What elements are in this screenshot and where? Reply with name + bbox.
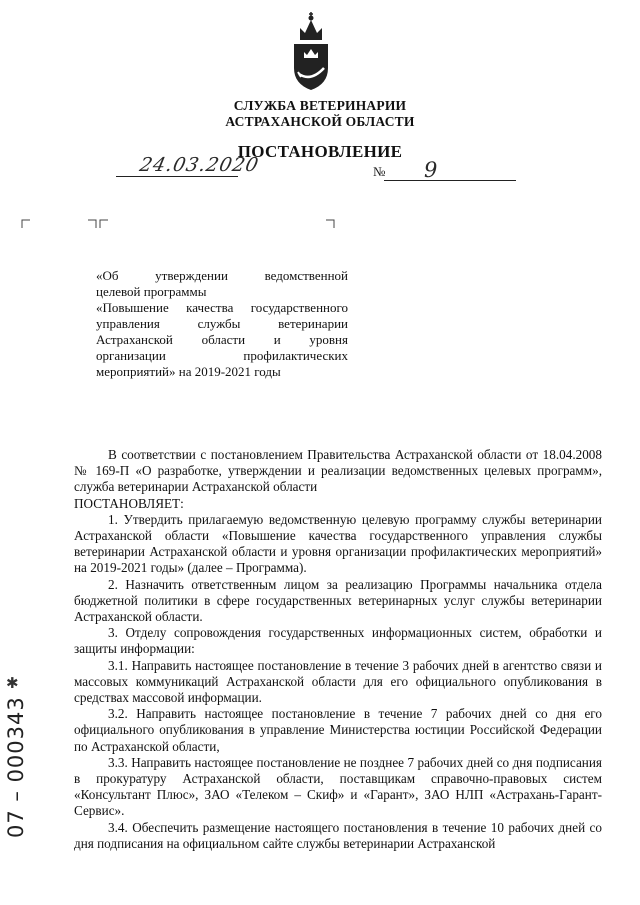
- organization-name-line2: АСТРАХАНСКОЙ ОБЛАСТИ: [225, 114, 415, 129]
- document-title-block: [96, 268, 348, 380]
- document-body: [74, 447, 602, 852]
- item-2: 2. Назначить ответственным лицом за реализацию Программы начальника отдела бюджетной политики в сфере государственных ветеринарных услуг службы ветеринарии Астраханской области.: [74, 576, 602, 625]
- organization-name-line1: СЛУЖБА ВЕТЕРИНАРИИ: [233, 98, 407, 113]
- registration-stamp-number: 07 – 000343: [4, 696, 28, 838]
- title-line: организации профилактических: [96, 348, 348, 363]
- item-3: 3. Отделу сопровождения государственных информационных систем, обработки и защиты информации:: [74, 625, 602, 657]
- margin-mark: ✱: [6, 674, 19, 692]
- title-corner-marks: [0, 0, 640, 260]
- number-label: №: [373, 164, 386, 179]
- item-3-3: 3.3. Направить настоящее постановление не позднее 7 рабочих дней со дня подписания в прокуратуру Астраханской области, поставщикам справочно-правовых систем «Консультант Плюс», ЗАО «Телеком – Скиф» и «Гарант», ЗАО НЛП «Астрахань-Гарант-Сервис».: [74, 754, 602, 819]
- item-3-4: 3.4. Обеспечить размещение настоящего постановления в течение 10 рабочих дней со дня подписания на официальном сайте службы ветеринарии Астраханской: [74, 819, 602, 851]
- title-line: управления службы ветеринарии: [96, 316, 348, 331]
- item-3-2: 3.2. Направить настоящее постановление в течение 7 рабочих дней со дня его официального опубликования в управление Министерства юстиции Российской Федерации по Астраханской области,: [74, 706, 602, 754]
- title-line: «Об утверждении ведомственной: [96, 268, 348, 283]
- handwritten-number: 9: [424, 158, 438, 182]
- item-3-1: 3.1. Направить настоящее постановление в течение 3 рабочих дней в агентство связи и массовых коммуникаций Астраханской области для его официального опубликования в средствах массовой информации.: [74, 657, 602, 706]
- title-line: Астраханской области и уровня: [96, 332, 348, 347]
- resolve-word: ПОСТАНОВЛЯЕТ:: [74, 495, 184, 511]
- item-1: 1. Утвердить прилагаемую ведомственную целевую программу службы ветеринарии Астраханской области «Повышение качества государственного управления службы ветеринарии Астраханской области и уровня организации профилактических мероприятий» на 2019-2021 годы» (далее – Программа).: [74, 511, 602, 576]
- preamble-paragraph: В соответствии с постановлением Правительства Астраханской области от 18.04.2008 № 169-П «О разработке, утверждении и реализации ведомственных целевых программ», служба ветеринарии Астраханской области: [74, 447, 602, 495]
- title-line: «Повышение качества государственного: [96, 300, 348, 315]
- document-type-heading: ПОСТАНОВЛЕНИЕ: [237, 142, 403, 161]
- title-line: мероприятий» на 2019-2021 годы: [96, 364, 281, 379]
- title-line: целевой программы: [96, 284, 207, 299]
- handwritten-date: 24.03.2020: [137, 154, 262, 176]
